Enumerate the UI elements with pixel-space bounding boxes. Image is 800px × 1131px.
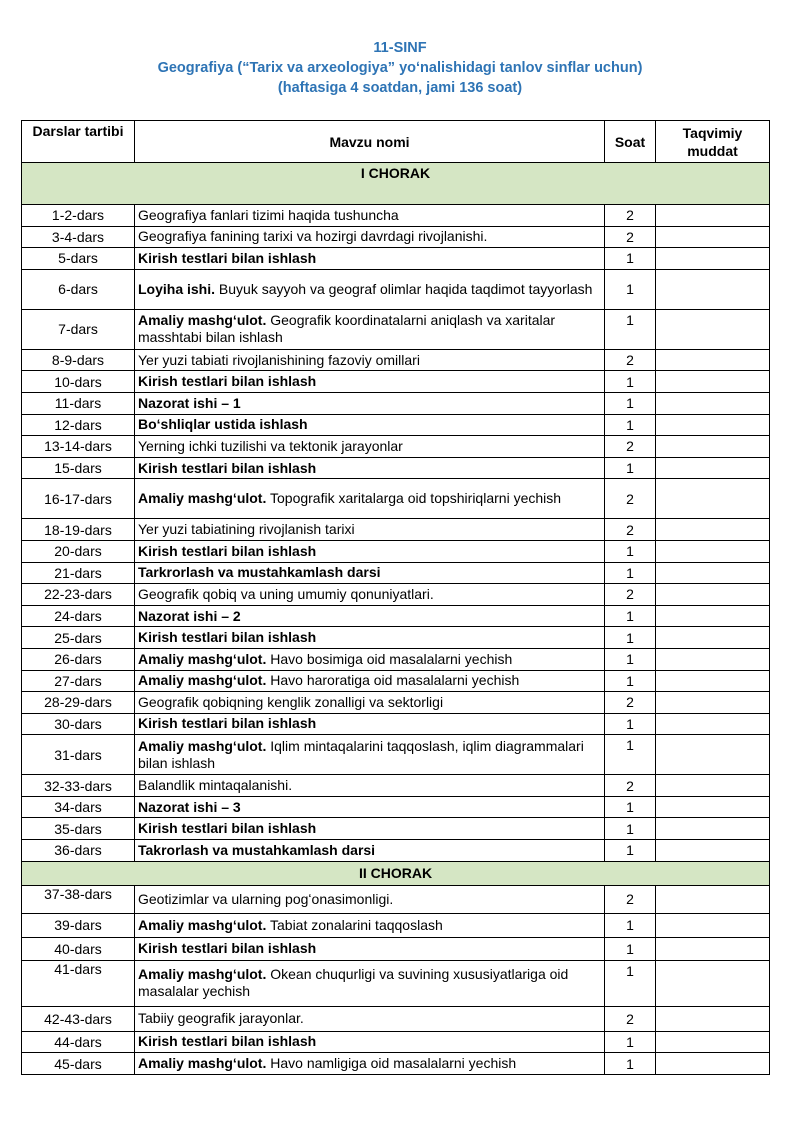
- col-header-schedule: Taqvimiy muddat: [656, 121, 770, 163]
- table-row: [22, 205, 770, 227]
- lesson-hours: 2: [605, 775, 656, 797]
- lesson-order: 28-29-dars: [22, 692, 135, 714]
- lesson-hours: 2: [605, 519, 656, 541]
- lesson-hours: 1: [605, 913, 656, 937]
- col-header-order: Darslar tartibi: [22, 121, 135, 163]
- lesson-order: 15-dars: [22, 457, 135, 479]
- table-row: [22, 562, 770, 584]
- table-body: [22, 163, 770, 1075]
- topic-bold-part: Kirish testlari bilan ishlash: [138, 940, 317, 957]
- lesson-schedule[interactable]: [656, 436, 770, 458]
- lesson-topic: [135, 226, 605, 248]
- lesson-topic: [135, 960, 605, 1006]
- lesson-schedule[interactable]: [656, 349, 770, 371]
- section-title: II CHORAK: [22, 861, 770, 885]
- topic-bold-part: Nazorat ishi – 1: [138, 394, 241, 411]
- lesson-topic: [135, 670, 605, 692]
- table-row: [22, 885, 770, 913]
- lesson-order: 21-dars: [22, 562, 135, 584]
- lesson-schedule[interactable]: [656, 519, 770, 541]
- lesson-hours: 1: [605, 1053, 656, 1075]
- lesson-hours: 1: [605, 540, 656, 562]
- lesson-schedule[interactable]: [656, 735, 770, 775]
- lesson-topic: [135, 913, 605, 937]
- table-row: [22, 775, 770, 797]
- lesson-topic: [135, 818, 605, 840]
- section-header-row: [22, 163, 770, 205]
- lesson-hours: 2: [605, 349, 656, 371]
- topic-bold-part: Amaliy mashgʻulot.: [138, 672, 267, 689]
- lesson-hours: 2: [605, 436, 656, 458]
- lesson-topic: [135, 692, 605, 714]
- topic-bold-part: Loyiha ishi.: [138, 280, 216, 297]
- lesson-topic: [135, 479, 605, 519]
- table-header-row: [22, 121, 770, 163]
- lesson-order: 36-dars: [22, 840, 135, 862]
- lesson-topic: [135, 248, 605, 270]
- table-row: [22, 479, 770, 519]
- lesson-order: 1-2-dars: [22, 205, 135, 227]
- subject-title: Geografiya (“Tarix va arxeologiya” yoʻnalishidagi tanlov sinflar uchun): [157, 60, 643, 76]
- lesson-hours: 1: [605, 562, 656, 584]
- lesson-topic: [135, 1006, 605, 1031]
- lesson-hours: 1: [605, 735, 656, 775]
- lesson-hours: 1: [605, 648, 656, 670]
- lesson-order: 35-dars: [22, 818, 135, 840]
- table-row: [22, 818, 770, 840]
- lesson-topic: [135, 349, 605, 371]
- topic-bold-part: Amaliy mashgʻulot.: [138, 490, 267, 507]
- topic-bold-part: Kirish testlari bilan ishlash: [138, 629, 317, 646]
- topic-text-part: Geotizimlar va ularning pogʻonasimonligi.: [138, 890, 394, 907]
- topic-bold-part: Amaliy mashgʻulot.: [138, 737, 267, 754]
- lesson-schedule[interactable]: [656, 562, 770, 584]
- topic-text-part: Havo haroratiga oid masalalarni yechish: [266, 672, 520, 689]
- lesson-schedule[interactable]: [656, 371, 770, 393]
- table-row: [22, 713, 770, 735]
- lesson-schedule[interactable]: [656, 309, 770, 349]
- lesson-hours: 1: [605, 960, 656, 1006]
- lesson-schedule[interactable]: [656, 457, 770, 479]
- topic-text-part: Tabiiy geografik jarayonlar.: [138, 1010, 304, 1027]
- lesson-order: 32-33-dars: [22, 775, 135, 797]
- lesson-topic: [135, 885, 605, 913]
- lesson-hours: 1: [605, 627, 656, 649]
- topic-bold-part: Nazorat ishi – 3: [138, 798, 241, 815]
- lesson-hours: 1: [605, 713, 656, 735]
- col-header-hours: Soat: [605, 121, 656, 163]
- lesson-topic: [135, 519, 605, 541]
- topic-text-part: Yer yuzi tabiati rivojlanishining fazoviy omillari: [138, 351, 420, 368]
- lesson-order: 31-dars: [22, 735, 135, 775]
- topic-bold-part: Amaliy mashgʻulot.: [138, 916, 267, 933]
- section-header-row: [22, 861, 770, 885]
- lesson-order: 16-17-dars: [22, 479, 135, 519]
- lesson-hours: 1: [605, 457, 656, 479]
- grade-title: 11-SINF: [373, 40, 427, 56]
- lesson-order: 34-dars: [22, 796, 135, 818]
- lesson-hours: 1: [605, 840, 656, 862]
- table-row: [22, 1006, 770, 1031]
- lesson-topic: [135, 540, 605, 562]
- lesson-hours: 1: [605, 309, 656, 349]
- lesson-hours: 1: [605, 269, 656, 309]
- lesson-schedule[interactable]: [656, 226, 770, 248]
- lesson-topic: [135, 371, 605, 393]
- lesson-schedule[interactable]: [656, 913, 770, 937]
- lesson-topic: [135, 627, 605, 649]
- lesson-topic: [135, 414, 605, 436]
- lesson-order: 40-dars: [22, 937, 135, 960]
- lesson-schedule[interactable]: [656, 1006, 770, 1031]
- lesson-schedule[interactable]: [656, 392, 770, 414]
- lesson-schedule[interactable]: [656, 1031, 770, 1053]
- lesson-hours: 1: [605, 818, 656, 840]
- lesson-hours: 1: [605, 248, 656, 270]
- table-row: [22, 519, 770, 541]
- lesson-hours: 1: [605, 937, 656, 960]
- table-row: [22, 840, 770, 862]
- lesson-order: 41-dars: [22, 960, 135, 1006]
- lesson-hours: 1: [605, 392, 656, 414]
- lesson-schedule[interactable]: [656, 1053, 770, 1075]
- lesson-topic: [135, 713, 605, 735]
- lesson-topic: [135, 648, 605, 670]
- table-row: [22, 248, 770, 270]
- topic-text-part: Yer yuzi tabiatining rivojlanish tarixi: [138, 521, 355, 538]
- table-row: [22, 371, 770, 393]
- topic-text-part: Topografik xaritalarga oid topshiriqlarni yechish: [266, 490, 562, 507]
- hours-subtitle: (haftasiga 4 soatdan, jami 136 soat): [277, 80, 523, 96]
- lesson-topic: [135, 584, 605, 606]
- lesson-topic: [135, 457, 605, 479]
- topic-bold-part: Amaliy mashgʻulot.: [138, 1055, 267, 1072]
- lesson-schedule[interactable]: [656, 960, 770, 1006]
- table-row: [22, 392, 770, 414]
- lesson-order: 6-dars: [22, 269, 135, 309]
- lesson-order: 45-dars: [22, 1053, 135, 1075]
- table-row: [22, 1031, 770, 1053]
- lesson-hours: 2: [605, 1006, 656, 1031]
- lesson-topic: [135, 436, 605, 458]
- lesson-hours: 2: [605, 479, 656, 519]
- lesson-topic: [135, 605, 605, 627]
- lesson-topic: [135, 775, 605, 797]
- lesson-hours: 2: [605, 584, 656, 606]
- lesson-schedule[interactable]: [656, 414, 770, 436]
- topic-bold-part: Nazorat ishi – 2: [138, 607, 241, 624]
- lesson-topic: [135, 1031, 605, 1053]
- lesson-order: 5-dars: [22, 248, 135, 270]
- lesson-order: 39-dars: [22, 913, 135, 937]
- lesson-topic: [135, 1053, 605, 1075]
- table-row: [22, 692, 770, 714]
- section-title: I CHORAK: [22, 163, 770, 205]
- topic-bold-part: Kirish testlari bilan ishlash: [138, 820, 317, 837]
- table-row: [22, 269, 770, 309]
- topic-bold-part: Kirish testlari bilan ishlash: [138, 373, 317, 390]
- document-header: [0, 38, 800, 98]
- lesson-order: 3-4-dars: [22, 226, 135, 248]
- lesson-schedule[interactable]: [656, 540, 770, 562]
- topic-text-part: Geografiya fanining tarixi va hozirgi davrdagi rivojlanishi.: [138, 228, 488, 245]
- lesson-hours: 2: [605, 226, 656, 248]
- topic-bold-part: Takrorlash va mustahkamlash darsi: [138, 841, 376, 858]
- lesson-schedule[interactable]: [656, 840, 770, 862]
- lesson-topic: [135, 562, 605, 584]
- table-row: [22, 670, 770, 692]
- lesson-order: 13-14-dars: [22, 436, 135, 458]
- lesson-order: 42-43-dars: [22, 1006, 135, 1031]
- lesson-order: 10-dars: [22, 371, 135, 393]
- topic-text-part: Tabiat zonalarini taqqoslash: [266, 916, 443, 933]
- lesson-hours: 2: [605, 205, 656, 227]
- table-row: [22, 1053, 770, 1075]
- lesson-schedule[interactable]: [656, 605, 770, 627]
- lesson-schedule[interactable]: [656, 885, 770, 913]
- topic-text-part: Yerning ichki tuzilishi va tektonik jarayonlar: [138, 437, 403, 454]
- topic-text-part: Geografik qobiq va uning umumiy qonuniyatlari.: [138, 585, 434, 602]
- lesson-schedule[interactable]: [656, 584, 770, 606]
- col-header-topic: Mavzu nomi: [135, 121, 605, 163]
- lesson-topic: [135, 269, 605, 309]
- lesson-order: 22-23-dars: [22, 584, 135, 606]
- lesson-schedule[interactable]: [656, 269, 770, 309]
- lesson-topic: [135, 840, 605, 862]
- lesson-schedule[interactable]: [656, 692, 770, 714]
- lesson-hours: 2: [605, 885, 656, 913]
- lesson-order: 11-dars: [22, 392, 135, 414]
- lesson-schedule[interactable]: [656, 479, 770, 519]
- topic-text-part: Geografiya fanlari tizimi haqida tushuncha: [138, 206, 399, 223]
- lesson-hours: 1: [605, 605, 656, 627]
- table-row: [22, 648, 770, 670]
- lesson-topic: [135, 392, 605, 414]
- lesson-order: 37-38-dars: [22, 885, 135, 913]
- topic-text-part: Balandlik mintaqalanishi.: [138, 777, 293, 794]
- topic-text-part: Geografik koordinatalarni aniqlash va xaritalar masshtabi bilan ishlash: [138, 312, 556, 346]
- topic-text-part: Havo namligiga oid masalalarni yechish: [266, 1055, 517, 1072]
- lesson-order: 25-dars: [22, 627, 135, 649]
- table-row: [22, 735, 770, 775]
- table-row: [22, 349, 770, 371]
- lesson-order: 20-dars: [22, 540, 135, 562]
- lesson-topic: [135, 796, 605, 818]
- topic-text-part: Iqlim mintaqalarini taqqoslash, iqlim diagrammalari bilan ishlash: [138, 737, 584, 771]
- lesson-hours: 2: [605, 692, 656, 714]
- lesson-order: 27-dars: [22, 670, 135, 692]
- topic-text-part: Havo bosimiga oid masalalarni yechish: [266, 650, 513, 667]
- lesson-hours: 1: [605, 371, 656, 393]
- lesson-hours: 1: [605, 670, 656, 692]
- table-row: [22, 937, 770, 960]
- table-row: [22, 605, 770, 627]
- lesson-order: 24-dars: [22, 605, 135, 627]
- lesson-order: 18-19-dars: [22, 519, 135, 541]
- table-row: [22, 436, 770, 458]
- topic-bold-part: Amaliy mashgʻulot.: [138, 966, 267, 983]
- lesson-topic: [135, 735, 605, 775]
- topic-bold-part: Kirish testlari bilan ishlash: [138, 1033, 317, 1050]
- topic-text-part: Buyuk sayyoh va geograf olimlar haqida taqdimot tayyorlash: [215, 280, 593, 297]
- lesson-schedule[interactable]: [656, 937, 770, 960]
- topic-bold-part: Kirish testlari bilan ishlash: [138, 715, 317, 732]
- table-row: [22, 309, 770, 349]
- lesson-hours: 1: [605, 796, 656, 818]
- topic-text-part: Okean chuqurligi va suvining xususiyatlariga oid masalalar yechish: [138, 966, 569, 1000]
- table-row: [22, 414, 770, 436]
- table-row: [22, 540, 770, 562]
- lesson-schedule[interactable]: [656, 670, 770, 692]
- lesson-order: 26-dars: [22, 648, 135, 670]
- table-row: [22, 584, 770, 606]
- lesson-schedule[interactable]: [656, 713, 770, 735]
- topic-bold-part: Amaliy mashgʻulot.: [138, 312, 267, 329]
- lesson-hours: 1: [605, 414, 656, 436]
- lesson-order: 7-dars: [22, 309, 135, 349]
- lesson-plan-table: [21, 120, 770, 1075]
- table-row: [22, 913, 770, 937]
- lesson-order: 12-dars: [22, 414, 135, 436]
- lesson-schedule[interactable]: [656, 648, 770, 670]
- lesson-schedule[interactable]: [656, 818, 770, 840]
- topic-bold-part: Kirish testlari bilan ishlash: [138, 249, 317, 266]
- topic-text-part: Geografik qobiqning kenglik zonalligi va sektorligi: [138, 693, 444, 710]
- topic-bold-part: Amaliy mashgʻulot.: [138, 650, 267, 667]
- topic-bold-part: Boʻshliqlar ustida ishlash: [138, 416, 308, 433]
- topic-bold-part: Tarkrorlash va mustahkamlash darsi: [138, 564, 381, 581]
- table-row: [22, 226, 770, 248]
- table-row: [22, 796, 770, 818]
- lesson-schedule[interactable]: [656, 775, 770, 797]
- lesson-schedule[interactable]: [656, 627, 770, 649]
- topic-bold-part: Kirish testlari bilan ishlash: [138, 459, 317, 476]
- lesson-hours: 1: [605, 1031, 656, 1053]
- lesson-schedule[interactable]: [656, 205, 770, 227]
- lesson-order: 30-dars: [22, 713, 135, 735]
- table-row: [22, 960, 770, 1006]
- lesson-schedule[interactable]: [656, 248, 770, 270]
- lesson-topic: [135, 205, 605, 227]
- lesson-topic: [135, 937, 605, 960]
- table-row: [22, 627, 770, 649]
- lesson-topic: [135, 309, 605, 349]
- table-row: [22, 457, 770, 479]
- lesson-order: 44-dars: [22, 1031, 135, 1053]
- lesson-schedule[interactable]: [656, 796, 770, 818]
- lesson-order: 8-9-dars: [22, 349, 135, 371]
- topic-bold-part: Kirish testlari bilan ishlash: [138, 542, 317, 559]
